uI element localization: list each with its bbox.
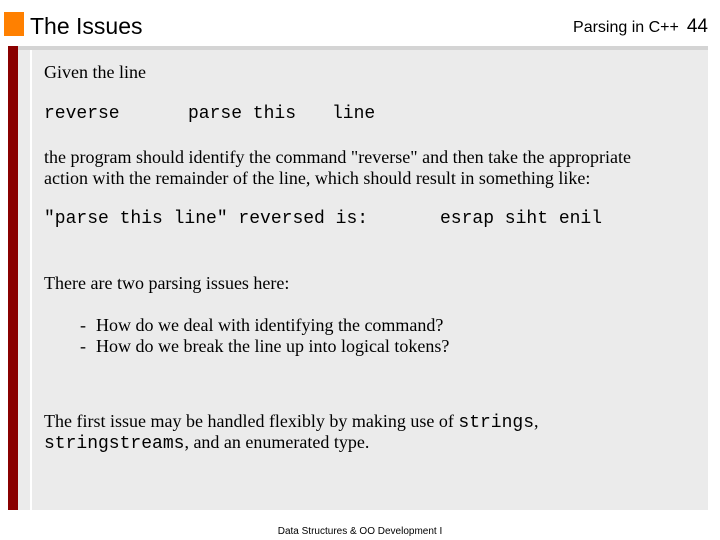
example-word-3: line xyxy=(332,104,376,124)
paragraph-line-2: action with the remainder of the line, which should result in something like: xyxy=(44,168,591,188)
closing-text-2: , and an enumerated type. xyxy=(184,432,370,452)
footer-text: Data Structures & OO Development I xyxy=(277,526,443,537)
issues-intro: There are two parsing issues here: xyxy=(44,273,290,293)
example-word-2: parse this xyxy=(188,104,297,124)
closing-line-1 xyxy=(44,411,539,434)
dash-marker: - xyxy=(80,336,86,356)
page-number: 44 xyxy=(686,16,708,37)
closing-text-1: The first issue may be handled flexibly by making use of xyxy=(44,411,459,431)
paragraph-line-1: the program should identify the command "reverse" and then take the appropriate xyxy=(44,147,631,167)
code-strings: strings xyxy=(458,413,535,433)
closing-comma: , xyxy=(534,411,539,431)
output-example-left: "parse this line" reversed is: xyxy=(44,209,369,229)
header-right xyxy=(573,16,708,38)
issue-item xyxy=(80,315,443,336)
course-name: Parsing in C++ xyxy=(573,19,679,36)
issue-text: How do we deal with identifying the command? xyxy=(96,315,444,335)
title-accent-square xyxy=(4,12,24,36)
dash-marker: - xyxy=(80,315,86,335)
code-stringstreams: stringstreams xyxy=(44,434,185,454)
panel-inner-line xyxy=(30,50,32,510)
left-accent-bar xyxy=(8,46,18,510)
issue-item xyxy=(80,336,449,357)
slide-title: The Issues xyxy=(30,13,143,39)
issue-text: How do we break the line up into logical tokens? xyxy=(96,336,450,356)
closing-line-2 xyxy=(44,432,369,455)
output-example-right: esrap siht enil xyxy=(440,209,603,229)
intro-text: Given the line xyxy=(44,62,146,82)
example-word-1: reverse xyxy=(44,104,120,124)
